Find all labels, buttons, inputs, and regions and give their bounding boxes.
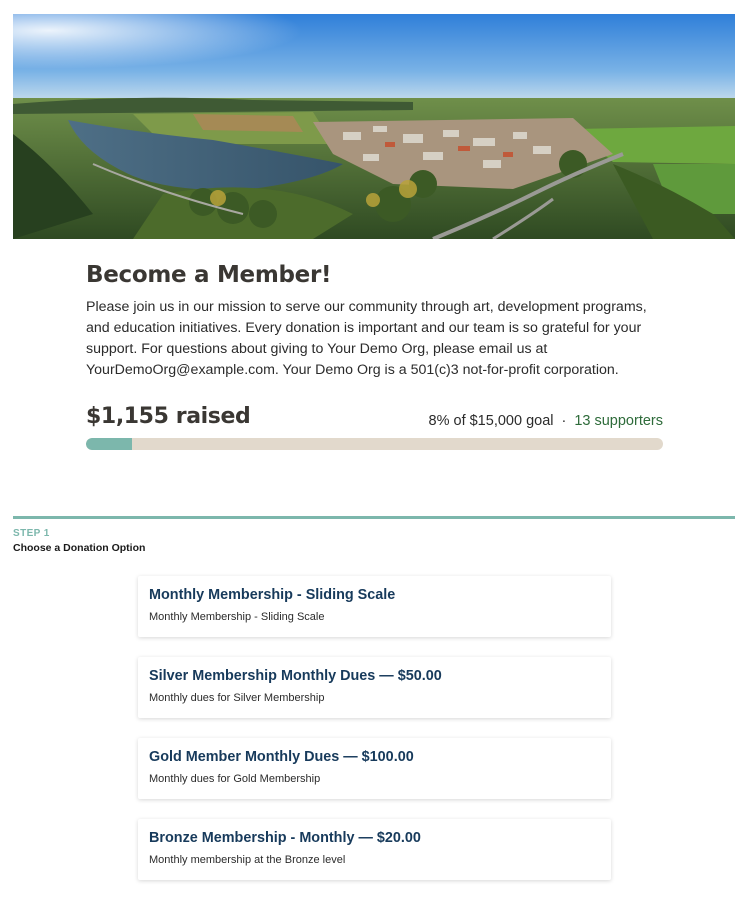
- donation-option-card[interactable]: [138, 738, 611, 799]
- page-title: Become a Member!: [86, 262, 332, 288]
- option-subtitle: Monthly dues for Gold Membership: [149, 773, 321, 785]
- hero-image: [13, 14, 735, 239]
- donation-option-card[interactable]: [138, 819, 611, 880]
- intro-section: [86, 262, 666, 381]
- donation-options-list: [138, 576, 611, 900]
- goal-progress-bar: [86, 438, 663, 450]
- step-title: Choose a Donation Option: [13, 542, 146, 554]
- separator-dot: ·: [561, 413, 567, 429]
- option-title: Monthly Membership - Sliding Scale: [149, 587, 396, 603]
- landscape-image: [13, 14, 735, 239]
- option-subtitle: Monthly membership at the Bronze level: [149, 854, 346, 866]
- amount-raised: $1,155 raised: [86, 404, 251, 429]
- supporters-count[interactable]: 13 supporters: [574, 413, 663, 429]
- option-title: Bronze Membership - Monthly — $20.00: [149, 830, 421, 846]
- step-divider: [13, 516, 735, 519]
- fundraising-summary: [86, 404, 663, 434]
- step-label: STEP 1: [13, 528, 50, 539]
- option-title: Silver Membership Monthly Dues — $50.00: [149, 668, 442, 684]
- goal-info: [429, 413, 663, 429]
- progress-fill: [86, 438, 132, 450]
- option-subtitle: Monthly dues for Silver Membership: [149, 692, 325, 704]
- option-subtitle: Monthly Membership - Sliding Scale: [149, 611, 325, 623]
- goal-text: 8% of $15,000 goal: [428, 413, 554, 429]
- donation-option-card[interactable]: [138, 657, 611, 718]
- page-description: Please join us in our mission to serve our community through art, development programs, and education initiatives. Every donation is important and our team is so grateful for your support. For questions about giving to Your Demo Org, please email us at YourDemoOrg@example.com. Your Demo Org is a 501(c)3 not-for-profit corporation.: [86, 299, 647, 378]
- option-title: Gold Member Monthly Dues — $100.00: [149, 749, 414, 765]
- donation-option-card[interactable]: [138, 576, 611, 637]
